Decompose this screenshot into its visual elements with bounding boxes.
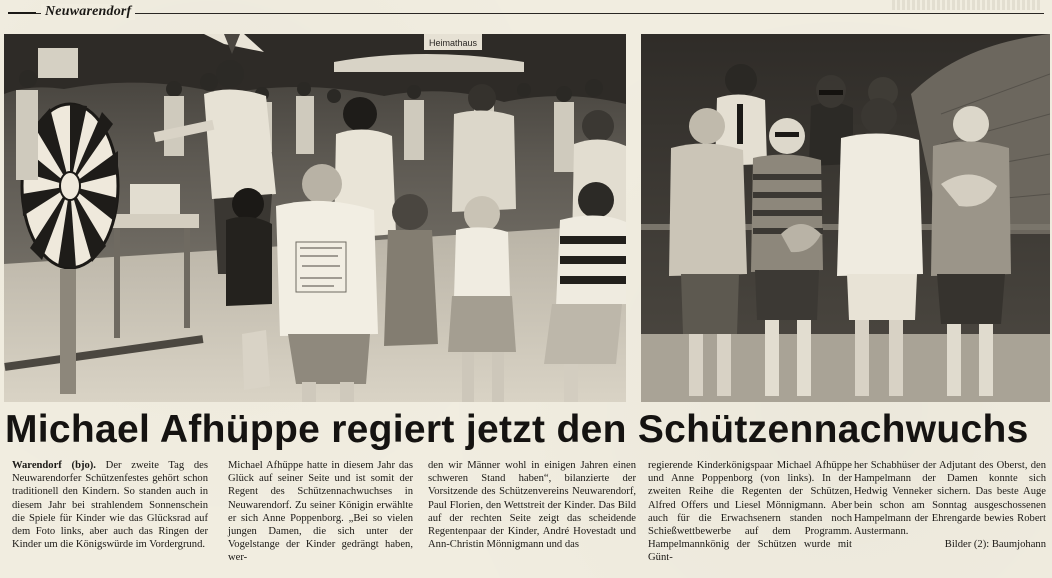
photo-credit: Bilder (2): Baumjohann: [944, 539, 1046, 551]
headline: Michael Afhüppe regiert jetzt den Schützennachwuchs: [5, 408, 1029, 451]
section-rule: [8, 13, 1044, 14]
photo-wheel-of-fortune: [4, 34, 626, 402]
adjacent-article-bleed: [892, 0, 1042, 10]
article-column-5: [854, 459, 1046, 551]
column-2-text: Michael Afhüppe hatte in diesem Jahr das Glück auf seiner Seite und ist somit der Regent des Schützennachwuchses in Neuwarendorf. Zu seiner Königin erwählte er sich Anne Poppenborg. „Bei so vielen jungen Damen, die sich unter der Vogelstange der Kinder gedrängt haben, wer-: [228, 460, 413, 564]
article-body: [12, 459, 1048, 576]
dateline: Warendorf (bjo).: [12, 460, 96, 471]
section-rule-lead: [8, 12, 36, 14]
article-column-2: [228, 459, 413, 565]
photo-royal-couples: [641, 34, 1050, 402]
column-5-text: her Schabhüser der Adjutant des Oberst, den Hampelmann der Damen konnte sich Hedwig Venneker sichern. Das beste Auge bein schon am Sonntag ausgeschossenen Hampelmann der Ehrengarde bewies Robert Austermann.: [854, 460, 1046, 538]
column-1-text: Der zweite Tag des Neuwarendorfer Schützenfestes gehört schon traditionell den Kindern. So standen auch in diesem Jahr bei strahlendem Sonnenschein die Spiele für Kinder wie das Glücksrad auf dem Foto links, aber auch das Ringen der Kinder um die Königswürde im Vordergrund.: [12, 460, 208, 551]
column-3-text: den wir Männer wohl in einigen Jahren einen schweren Stand haben“, bilanzierte der Vorsitzende des Schützenvereins Neuwarendorf, Paul Florien, den Wettstreit der Kinder. Das Bild auf der rechten Seite zeigt das scheidende Regentenpaar der Kinder, André Hovestadt und Ann-Christin Mönnigmann und das: [428, 460, 636, 551]
article-column-1: [12, 459, 208, 551]
article-column-3: [428, 459, 636, 551]
sign-heimathaus: Heimathaus: [428, 38, 478, 48]
article-column-4: [648, 459, 852, 565]
location-tag: Neuwarendorf: [41, 4, 135, 20]
column-4-text: regierende Kinderkönigspaar Michael Afhüppe und Anne Poppenborg (von links). In der zweiten Reihe die Regenten der Schützen, Alfred Offers und Liesel Mönnigmann. Aber auch für die Erwachsenern standen noch Schießwettbewerbe auf dem Programm. Hampelmannkönig der Schützen wurde mit Günt-: [648, 460, 852, 564]
